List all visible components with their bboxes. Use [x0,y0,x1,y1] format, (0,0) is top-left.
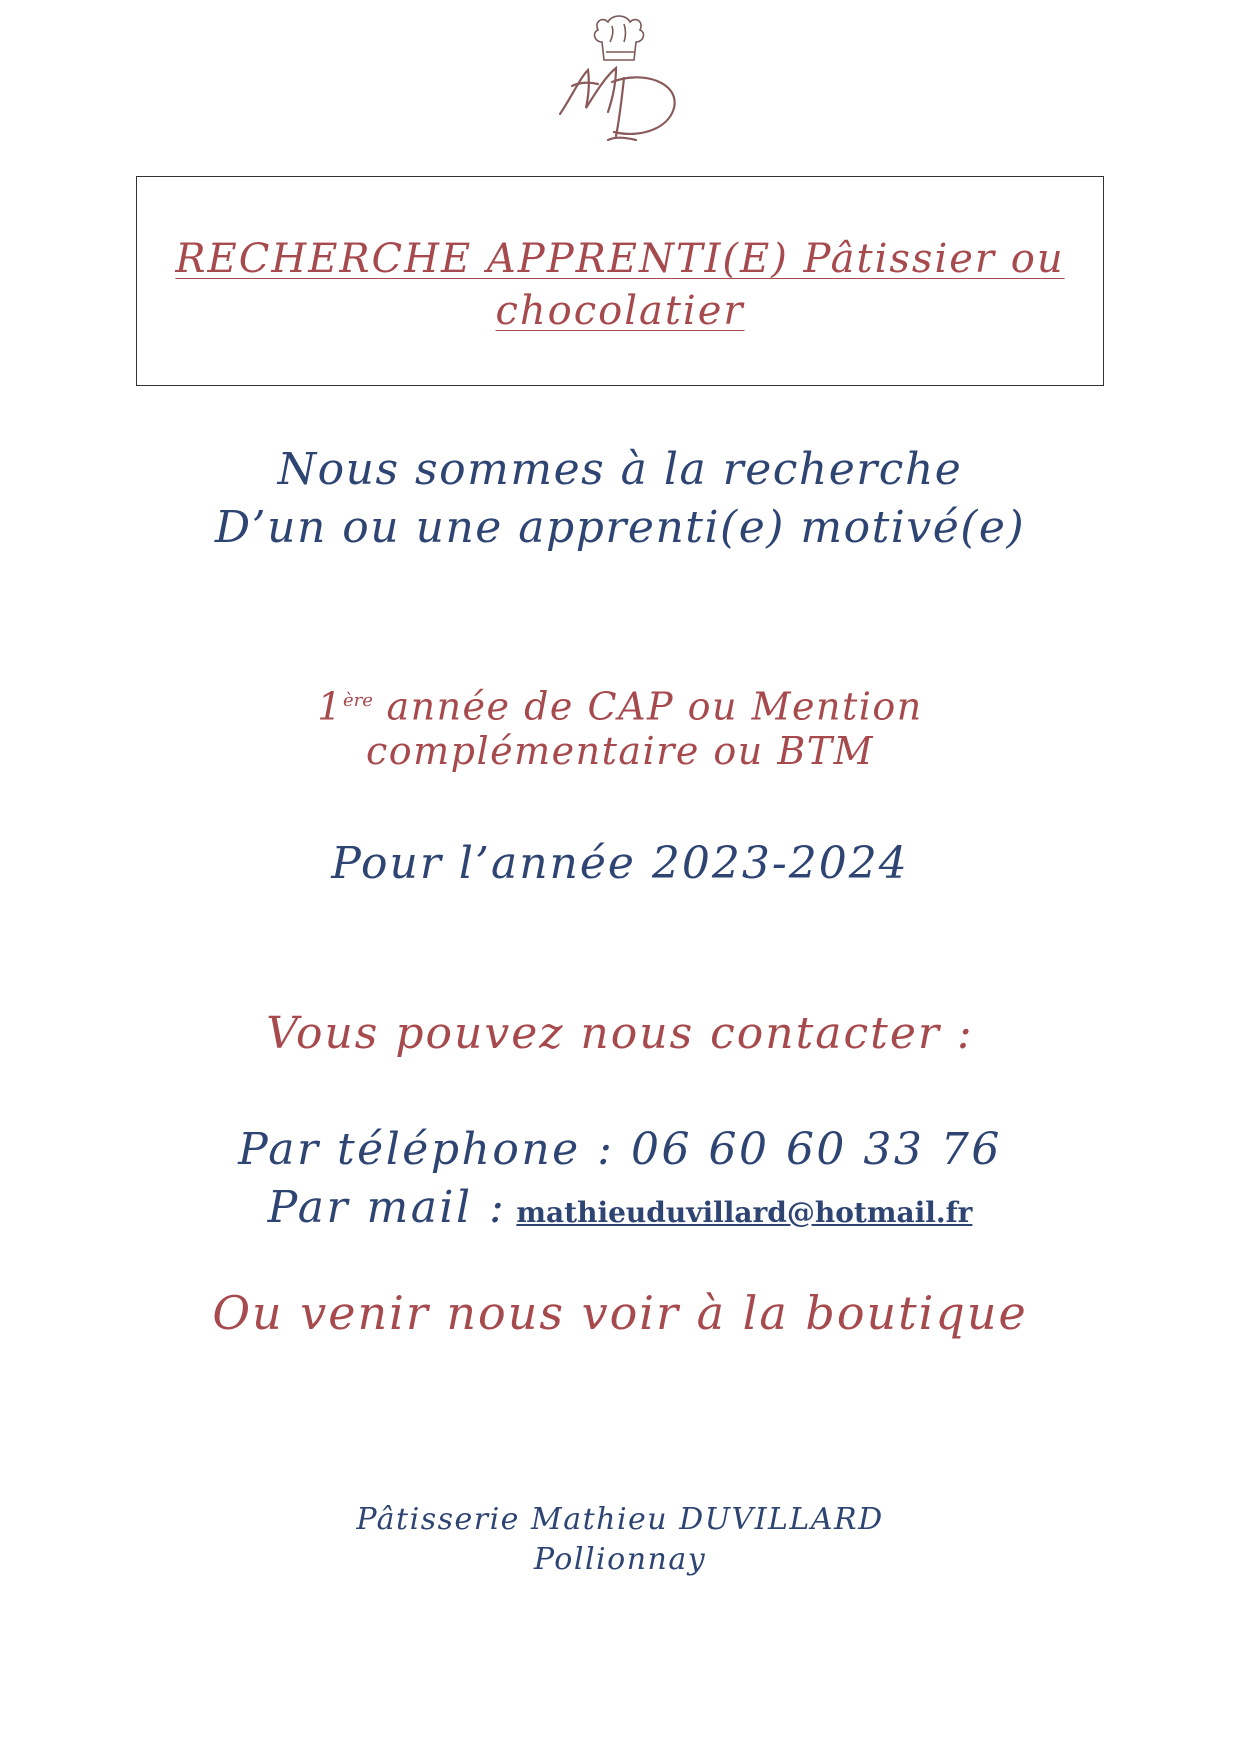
contact-mail-line [0,1180,1240,1241]
title-line-1: RECHERCHE APPRENTI(E) Pâtissier ou [175,236,1065,282]
title-line-2: chocolatier [495,288,745,334]
level-line-1-rest: année de CAP ou Mention [372,684,923,729]
level-line-2: complémentaire ou BTM [365,729,875,773]
footer-shop-name: Pâtisserie Mathieu DUVILLARD [356,1502,884,1537]
page-title [137,233,1103,337]
footer-shop-place: Pollionnay [533,1542,707,1577]
md-monogram-logo [550,12,690,144]
intro-line-2: D’un ou une apprenti(e) motivé(e) [214,502,1026,553]
contact-mail-label: Par mail : [267,1182,507,1233]
contact-heading: Vous pouvez nous contacter : [266,1008,974,1059]
contact-phone: Par téléphone : 06 60 60 33 76 [238,1124,1002,1175]
contact-visit: Ou venir nous voir à la boutique [212,1286,1028,1340]
school-year: Pour l’année 2023-2024 [331,838,909,889]
level-line-1 [0,676,1240,732]
intro-line-1: Nous sommes à la recherche [277,444,963,495]
level-ordinal-suffix: ère [342,690,373,711]
contact-mail-link[interactable]: mathieuduvillard@hotmail.fr [516,1196,973,1229]
level-ordinal: 1 [317,684,343,729]
title-box [136,176,1104,386]
